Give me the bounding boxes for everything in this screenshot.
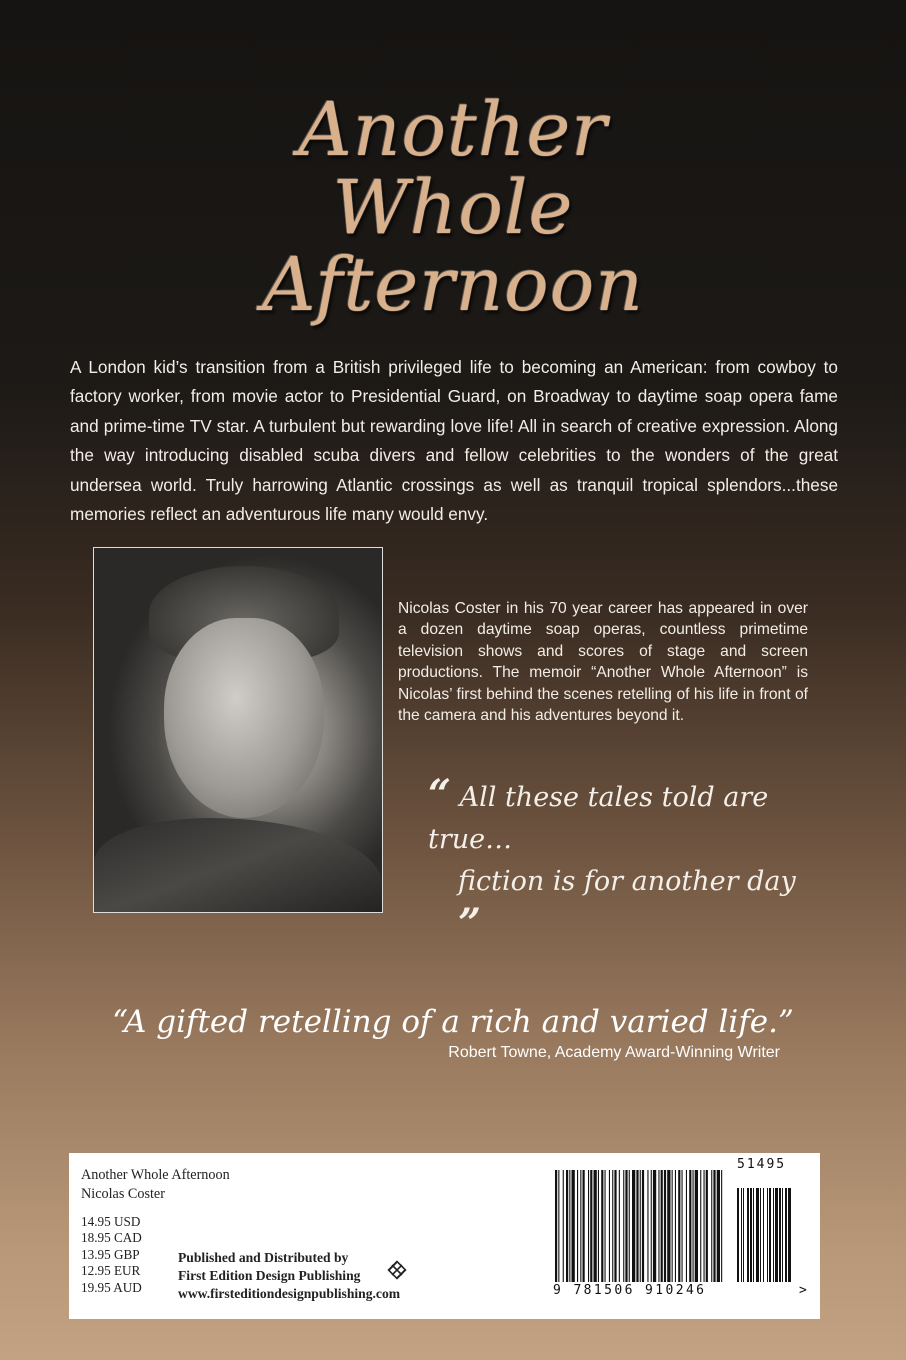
supplement-bar [763,1188,764,1282]
title-line-3: Afternoon [262,242,644,328]
publisher-info [178,1249,400,1303]
barcode-bar [651,1170,652,1282]
barcode-bar [642,1170,644,1282]
barcode-bar [623,1170,624,1282]
panel-author: Nicolas Coster [81,1186,165,1202]
supplement-bar [779,1188,781,1282]
author-photo [94,548,382,912]
blurb-paragraph: A London kid’s transition from a British privileged life to becoming an American: from cowboy to factory worker, from movie actor to Presidential Guard, on Broadway to daytime soap opera fame and prime-time TV star. A turbulent but rewarding love life! All in search of creative expression. Along the way introducing disabled scuba divers and fellow celebrities to the wonders of the great undersea world. Truly harrowing Atlantic crossings as well as tranquil tropical splendors...these memories reflect an adventurous life many would envy. [70,357,838,525]
barcode-bar [711,1170,712,1282]
supplement-bar [773,1188,774,1282]
barcode-bar [583,1170,585,1282]
author-quote-text-1: All these tales told are true… [428,782,769,855]
supplement-bar [769,1188,771,1282]
barcode-bar [653,1170,656,1282]
supplement-bar [753,1188,754,1282]
author-quote-line-1 [398,771,818,861]
barcode-bar [590,1170,592,1282]
barcode-bar [636,1170,638,1282]
barcode-bar [678,1170,680,1282]
supplement-bar [756,1188,759,1282]
barcode-bar [588,1170,589,1282]
price-usd: 14.95 USD [81,1214,141,1229]
barcode-bar [664,1170,666,1282]
publisher-url: www.firsteditiondesignpublishing.com [178,1286,401,1301]
barcode-bar [577,1170,578,1282]
barcode-bar [605,1170,606,1282]
isbn-number: 9 781506 910246 [553,1283,707,1298]
author-quote-text-2: fiction is for another day [458,866,796,897]
barcode-gt-mark: > [799,1283,807,1298]
close-quote-mark: ” [458,900,482,947]
price-gbp: 13.95 GBP [81,1246,140,1262]
supplement-bar [747,1188,749,1282]
barcode-bar [682,1170,683,1282]
panel-book-title: Another Whole Afternoon [81,1167,230,1183]
barcode-bar [689,1170,691,1282]
barcode-bar [612,1170,613,1282]
barcode-bar [625,1170,627,1282]
supplement-bar [737,1188,739,1282]
barcode-bar [580,1170,581,1282]
publisher-knot-icon [386,1259,408,1281]
publisher-line-2: First Edition Design Publishing [178,1268,361,1283]
supplement-bar [741,1188,742,1282]
barcode-bar [667,1170,670,1282]
supplement-bar [775,1188,778,1282]
author-bio: Nicolas Coster in his 70 year career has appeared in over a dozen daytime soap operas, countless primetime television shows and scores of stage and screen productions. The memoir “Another Whole Afternoon” is Nicolas’ first behind the scenes retelling of his life in front of the camera and his adventures beyond it. [398,600,808,725]
barcode-bar [647,1170,648,1282]
supplement-bar [782,1188,783,1282]
open-quote-mark: “ [428,771,452,818]
author-quote [398,771,818,948]
endorsement-attribution: Robert Towne, Academy Award-Winning Writer [448,1044,780,1061]
barcode-bar [598,1170,599,1282]
endorsement-quote: “A gifted retelling of a rich and varied life.” [112,1004,794,1040]
supplement-bar [785,1188,787,1282]
barcode-bar [640,1170,641,1282]
price-list [81,1214,142,1296]
barcode-bar [721,1170,722,1282]
barcode-bar [700,1170,701,1282]
barcode-bar [693,1170,694,1282]
photo-collar [94,818,382,912]
barcode-bar [686,1170,687,1282]
barcode-bar [569,1170,570,1282]
barcode-bar [713,1170,715,1282]
supplement-bar [750,1188,752,1282]
barcode-bar [704,1170,705,1282]
barcode-bar [609,1170,610,1282]
barcode-bar [717,1170,720,1282]
barcode-bar [594,1170,597,1282]
barcode-bar [658,1170,659,1282]
info-panel [69,1153,820,1319]
publisher-line-1: Published and Distributed by [178,1250,349,1265]
supplement-bar [788,1188,791,1282]
barcode-bar [629,1170,630,1282]
barcode-bar [572,1170,575,1282]
barcode-bar [632,1170,635,1282]
barcode-bar [695,1170,698,1282]
supplement-bar [743,1188,744,1282]
author-quote-line-2 [398,861,818,948]
barcode-bar [566,1170,568,1282]
photo-face [164,618,324,818]
barcode-bar [558,1170,559,1282]
price-cad: 18.95 CAD [81,1230,142,1246]
barcode-bar [619,1170,620,1282]
barcode-bar [661,1170,663,1282]
barcode-bar [601,1170,603,1282]
barcode-bar [563,1170,564,1282]
barcode-bar [555,1170,557,1282]
barcode-bar [706,1170,708,1282]
price-aud: 19.95 AUD [81,1279,142,1295]
title-line-2: Whole [332,165,574,251]
supplement-bar [767,1188,768,1282]
supplement-code: 51495 [737,1157,787,1172]
price-eur: 12.95 EUR [81,1263,141,1279]
barcode-bar [614,1170,616,1282]
supplement-bar [760,1188,761,1282]
barcode-bar [675,1170,676,1282]
barcode-bar [672,1170,673,1282]
title-line-1: Another [298,87,608,173]
